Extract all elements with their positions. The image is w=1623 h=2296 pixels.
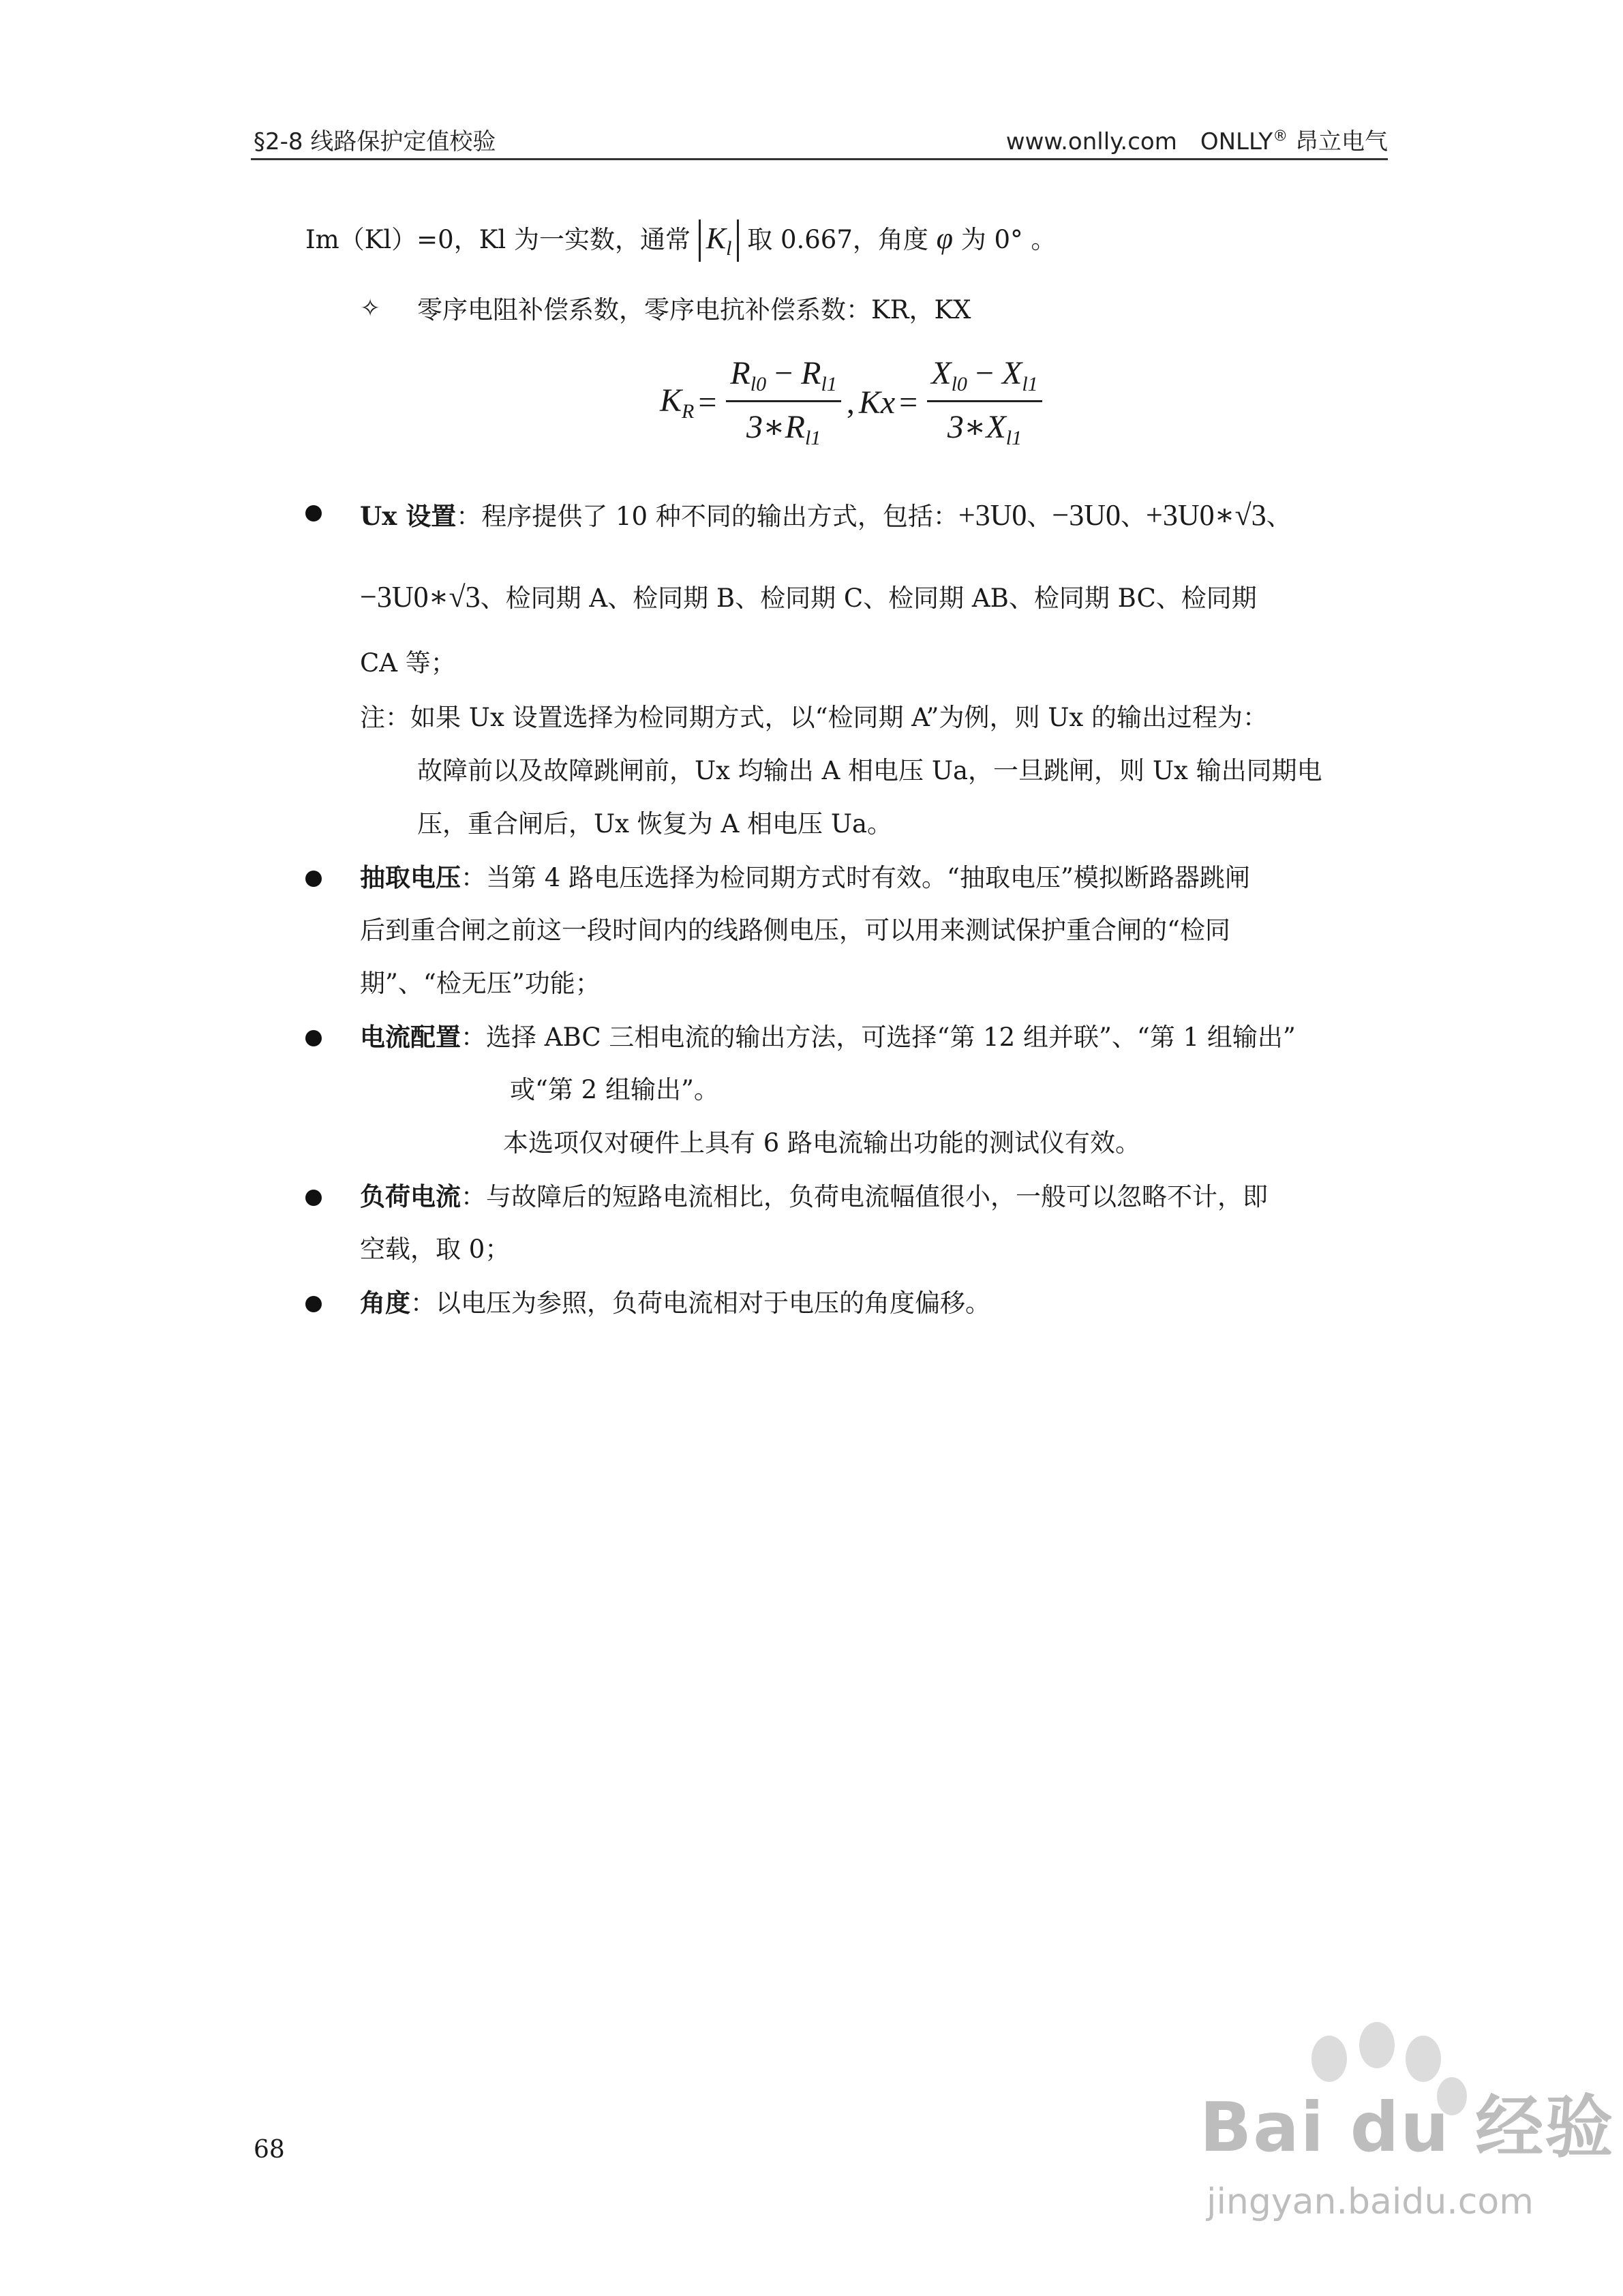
diamond-bullet-icon: ✧ [360, 294, 381, 322]
header-brand-name: ONLLY [1200, 128, 1273, 155]
current-config-line1: 电流配置：选择 ABC 三相电流的输出方法，可选择“第 12 组并联”、“第 1 组输出” [360, 1022, 1296, 1052]
bullet-icon [305, 1030, 322, 1046]
watermark-url: jingyan.baidu.com [1207, 2181, 1534, 2222]
kl-abs-value: $K_l$ [699, 220, 740, 262]
ux-setting-line1: Ux 设置：程序提供了 10 种不同的输出方式，包括：+3U0、−3U0、+3U0∗√3、 [360, 498, 1292, 532]
header-rule [251, 158, 1388, 160]
ux-setting-line3: CA 等； [360, 648, 456, 678]
bullet-icon [305, 871, 322, 887]
load-current-line1: 负荷电流：与故障后的短路电流相比，负荷电流幅值很小，一般可以忽略不计，即 [360, 1181, 1268, 1211]
current-config-line2: 或“第 2 组输出”。 [510, 1075, 719, 1104]
ux-note-line2: 故障前以及故障跳闸前，Ux 均输出 A 相电压 Ua，一旦跳闸，则 Ux 输出同期电 [417, 756, 1322, 785]
kl-description: Im（Kl）=0，Kl 为一实数，通常 $K_l$ 取 0.667，角度 φ 为 0° 。 [305, 220, 1056, 262]
kr-fraction: $\frac{R_{l0} - R_{l1}}{3∗R_{l1}}$ [726, 354, 840, 450]
bullet-icon [305, 1296, 322, 1312]
extract-voltage-line1: 抽取电压：当第 4 路电压选择为检同期方式时有效。“抽取电压”模拟断路器跳闸 [360, 862, 1250, 892]
extract-voltage-line3: 期”、“检无压”功能； [360, 969, 601, 998]
phi-symbol: φ [936, 222, 953, 255]
bullet-icon [305, 1190, 322, 1206]
compensation-formula: $K_R$ = $\frac{R_{l0} - R_{l1}}{3∗R_{l1}}$ , Kx = $\frac{X_{l0} - X_{l1}}{3∗X_{l1}}$ [660, 354, 1048, 450]
load-current-line2: 空载，取 0； [360, 1235, 511, 1264]
page-number: 68 [254, 2136, 285, 2164]
bullet-icon [305, 505, 322, 522]
ux-setting-line2: −3U0∗√3、检同期 A、检同期 B、检同期 C、检同期 AB、检同期 BC、检同期 [360, 580, 1257, 614]
registered-mark: ® [1273, 127, 1288, 145]
ux-note-line1: 注：如果 Ux 设置选择为检同期方式，以“检同期 A”为例，则 Ux 的输出过程为： [360, 703, 1269, 732]
header-company: 昂立电气 [1295, 128, 1388, 155]
zero-seq-coefficients: 零序电阻补偿系数，零序电抗补偿系数：KR，KX [417, 295, 971, 324]
extract-voltage-line2: 后到重合闸之前这一段时间内的线路侧电压，可以用来测试保护重合闸的“检同 [360, 916, 1230, 945]
angle-line: 角度：以电压为参照，负荷电流相对于电压的角度偏移。 [360, 1288, 990, 1318]
header-section-title: §2-8 线路保护定值校验 [254, 128, 496, 155]
watermark-text: Bai du 经验 [1200, 2087, 1615, 2167]
header-brand [1006, 123, 1388, 156]
current-config-line3: 本选项仅对硬件上具有 6 路电流输出功能的测试仪有效。 [503, 1128, 1141, 1158]
header-website: www.onlly.com [1005, 128, 1177, 155]
kx-fraction: $\frac{X_{l0} - X_{l1}}{3∗X_{l1}}$ [927, 354, 1042, 450]
ux-note-line3: 压，重合闸后，Ux 恢复为 A 相电压 Ua。 [417, 809, 893, 839]
